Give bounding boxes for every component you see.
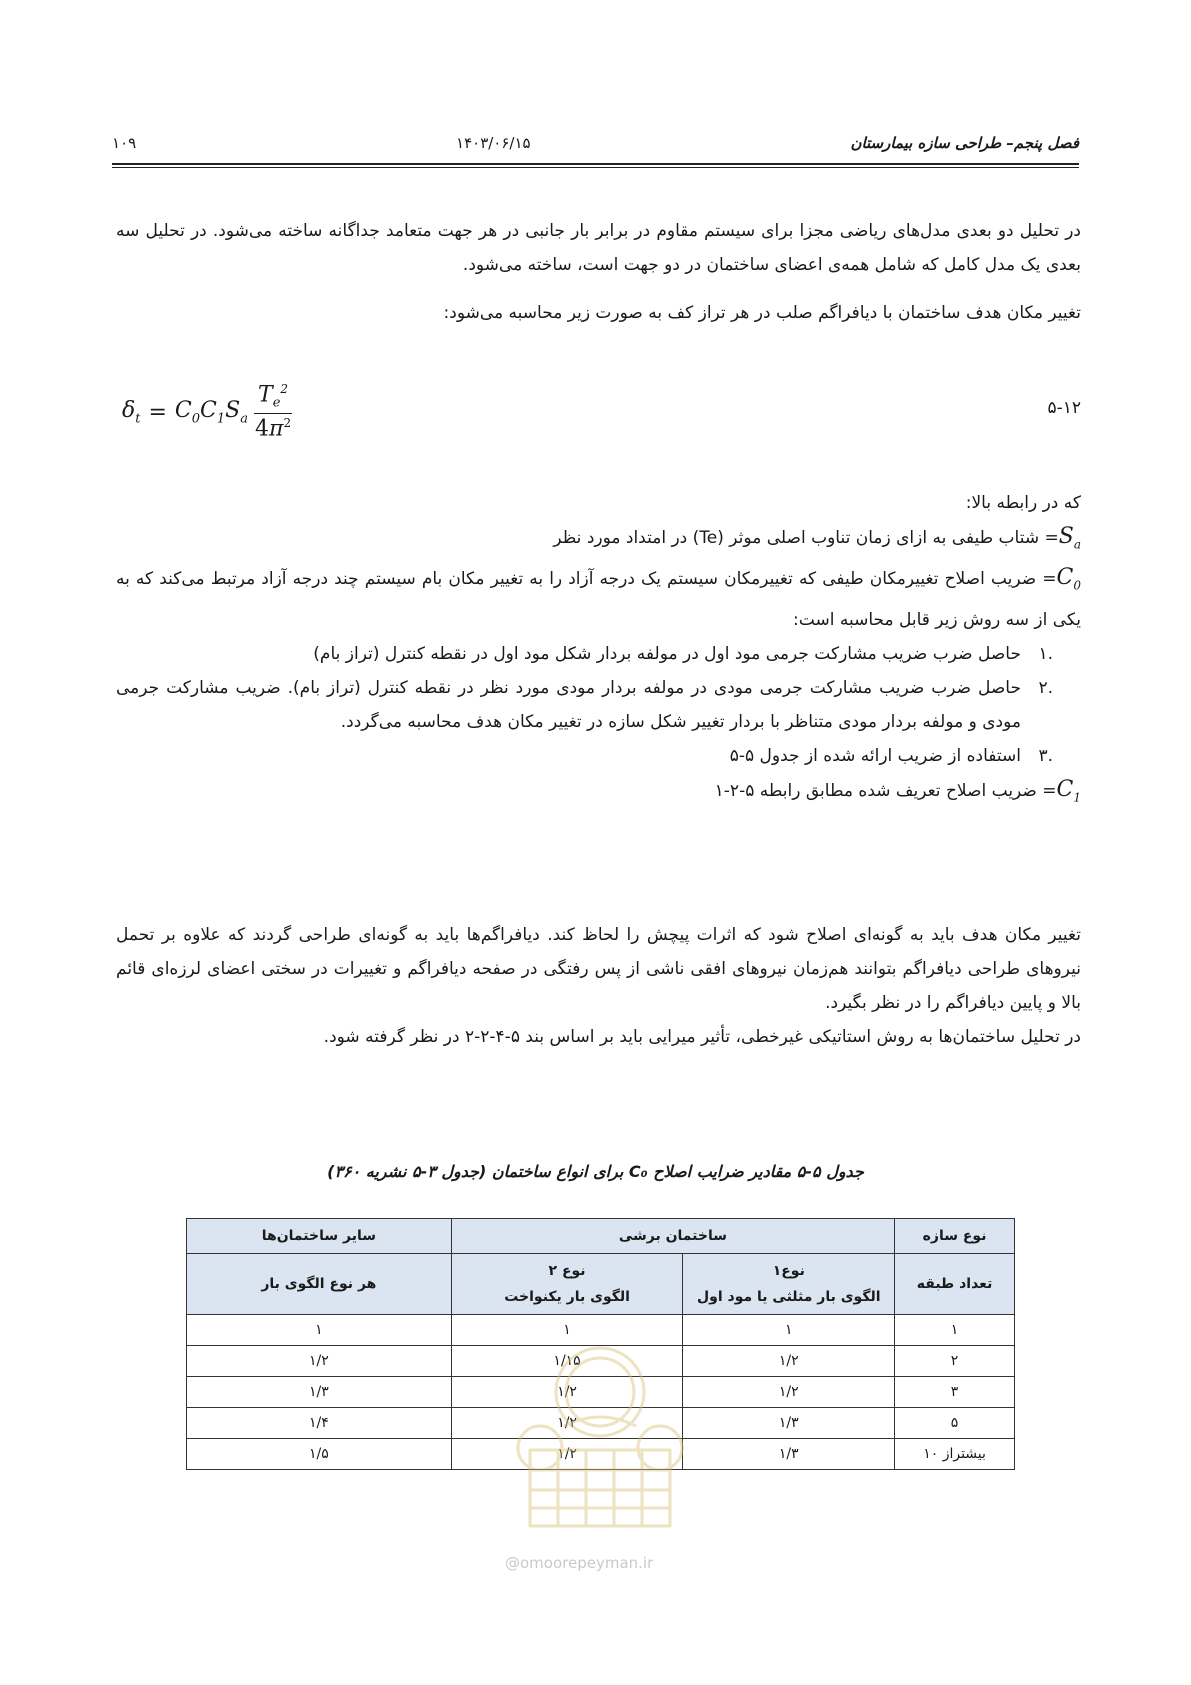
header-type1-title: نوع۱	[772, 1263, 805, 1279]
list-item-text: حاصل ضرب ضریب مشارکت جرمی مودی در مولفه بردار مودی مورد نظر در نقطه کنترل (تراز بام). ضریب مشارکت جرمی مودی و مولفه بردار مودی متناظر با بردار تغییر شکل سازه در تغییر مکان هدف محاسبه می‌گردد.	[116, 677, 1021, 732]
list-item	[116, 637, 1081, 671]
table-header-row	[187, 1219, 1015, 1254]
list-item-number: .۲	[1038, 677, 1053, 698]
definition-c0-text: = ضریب اصلاح تغییرمکان طیفی که تغییرمکان سیستم یک درجه آزاد را به تغییر مکان بام سیستم چند درجه آزاد مرتبط می‌کند که به یکی از سه روش زیر قابل محاسبه است:	[116, 569, 1081, 630]
list-item	[116, 671, 1081, 739]
c1-symbol: $C_1$	[1056, 776, 1081, 805]
definition-c0	[116, 561, 1081, 636]
header-type1-subtitle: الگوی بار مثلثی یا مود اول	[697, 1289, 881, 1305]
damping-paragraph: در تحلیل ساختمان‌ها به روش استاتیکی غیرخطی، تأثیر میرایی باید بر اساس بند ۵-۴-۲-۲ در نظر گرفته شود.	[323, 1027, 1081, 1047]
header-date: ۱۴۰۳/۰۶/۱۵	[456, 134, 531, 152]
cell-type2: ۱/۲	[451, 1377, 683, 1408]
header-type2-title: نوع ۲	[548, 1263, 586, 1279]
cell-type1: ۱/۳	[683, 1408, 895, 1439]
cell-stories: ۳	[895, 1377, 1015, 1408]
list-item-number: .۳	[1038, 745, 1053, 766]
page-header	[112, 128, 1079, 158]
definition-c1-text: = ضریب اصلاح تعریف شده مطابق رابطه ۵-۲-۱	[714, 780, 1057, 801]
torsion-section	[116, 918, 1081, 1054]
intro-section	[116, 214, 1081, 330]
header-shear-building: ساختمان برشی	[451, 1219, 894, 1254]
cell-other: ۱/۵	[187, 1439, 452, 1470]
cell-other: ۱	[187, 1315, 452, 1346]
definition-sa-text: = شتاب طیفی به ازای زمان تناوب اصلی موثر (Te) در امتداد مورد نظر	[553, 528, 1059, 548]
header-rule	[112, 163, 1079, 165]
definition-c1	[116, 773, 1081, 814]
definition-sa	[116, 520, 1081, 561]
header-other-buildings: سایر ساختمان‌ها	[187, 1219, 452, 1254]
torsion-paragraph: تغییر مکان هدف باید به گونه‌ای اصلاح شود که اثرات پیچش را لحاظ کند. دیافراگم‌ها باید به گونه‌ای طراحی گردند که علاوه بر تحمل نیروهای طراحی دیافراگم بتوانند هم‌زمان نیروهای افقی ناشی از پس رفتگی در صفحه دیافراگم و تغییرات در سختی اعضای لرزه‌ای قائم بالا و پایین دیافراگم را در نظر بگیرد.	[116, 925, 1081, 1013]
intro-paragraph-2: تغییر مکان هدف ساختمان با دیافراگم صلب در هر تراز کف به صورت زیر محاسبه می‌شود:	[443, 303, 1081, 323]
cell-type2: ۱/۲	[451, 1439, 683, 1470]
table-caption: جدول ۵-۵ مقادیر ضرایب اصلاح C₀ برای انواع ساختمان (جدول ۳-۵ نشریه ۳۶۰)	[327, 1162, 864, 1181]
chapter-title: فصل پنجم– طراحی سازه بیمارستان	[850, 134, 1079, 152]
equation-block	[116, 372, 1081, 452]
cell-type1: ۱/۳	[683, 1439, 895, 1470]
cell-other: ۱/۴	[187, 1408, 452, 1439]
watermark-url: @omoorepeyman.ir	[505, 1554, 654, 1572]
list-item	[116, 739, 1081, 773]
cell-stories: بیشتراز ۱۰	[895, 1439, 1015, 1470]
target-displacement-equation: $\delta_t$ = $C_0C_1S_a$ $\frac{T_e^2}{4\pi^2}$	[122, 382, 292, 442]
header-type2-subtitle: الگوی بار یکنواخت	[504, 1289, 630, 1305]
cell-stories: ۲	[895, 1346, 1015, 1377]
header-other-subtitle: هر نوع الگوی بار	[187, 1254, 452, 1315]
table-subheader-row	[187, 1254, 1015, 1315]
sa-symbol: $S_a$	[1058, 524, 1081, 552]
c0-symbol: $C_0$	[1056, 565, 1081, 593]
list-item-number: .۱	[1038, 643, 1053, 664]
header-type2	[451, 1254, 683, 1315]
header-type1	[683, 1254, 895, 1315]
cell-type1: ۱	[683, 1315, 895, 1346]
definitions-section	[116, 486, 1081, 814]
page-number: ۱۰۹	[112, 134, 137, 152]
cell-type2: ۱/۲	[451, 1408, 683, 1439]
list-item-text: استفاده از ضریب ارائه شده از جدول ۵-۵	[729, 745, 1021, 766]
intro-paragraph-1: در تحلیل دو بعدی مدل‌های ریاضی مجزا برای سیستم مقاوم در برابر بار جانبی در هر جهت متعامد جداگانه ساخته می‌شود. در تحلیل سه بعدی یک مدل کامل که شامل همه‌ی اعضای ساختمان در دو جهت است، ساخته می‌شود.	[116, 221, 1081, 275]
cell-other: ۱/۳	[187, 1377, 452, 1408]
c0-methods-list	[116, 637, 1081, 773]
definitions-lead: که در رابطه بالا:	[965, 493, 1081, 513]
watermark-seal-icon	[490, 1330, 710, 1540]
header-structure-type: نوع سازه	[895, 1219, 1015, 1254]
cell-type1: ۱/۲	[683, 1346, 895, 1377]
cell-type2: ۱/۱۵	[451, 1346, 683, 1377]
header-stories: تعداد طبقه	[895, 1254, 1015, 1315]
cell-stories: ۱	[895, 1315, 1015, 1346]
cell-type1: ۱/۲	[683, 1377, 895, 1408]
cell-other: ۱/۲	[187, 1346, 452, 1377]
header-rule-thin	[112, 167, 1079, 168]
list-item-text: حاصل ضرب ضریب مشارکت جرمی مود اول در مولفه بردار شکل مود اول در نقطه کنترل (تراز بام)	[313, 643, 1021, 664]
cell-stories: ۵	[895, 1408, 1015, 1439]
equation-fraction: $\frac{T_e^2}{4\pi^2}$	[254, 382, 292, 442]
equation-number: ۵-۱۲	[1047, 398, 1081, 418]
cell-type2: ۱	[451, 1315, 683, 1346]
